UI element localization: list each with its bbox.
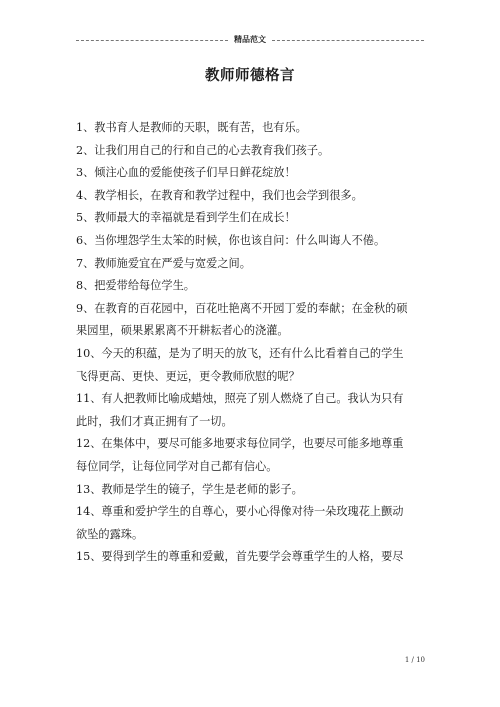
document-body xyxy=(76,117,426,569)
list-item: 3、倾注心血的爱能使孩子们早日鲜花绽放！ xyxy=(76,166,296,180)
header-divider-left xyxy=(76,40,228,41)
list-item: 10、今天的积蕴，是为了明天的放飞，还有什么比看着自己的学生 飞得更高、更快、更远，更令教师欣慰的呢？ xyxy=(76,346,404,383)
list-item: 13、教师是学生的镜子，学生是老师的影子。 xyxy=(76,482,303,496)
page-number: 1 / 10 xyxy=(404,656,425,664)
document-title: 教师师德格言 xyxy=(205,68,295,84)
list-item: 2、让我们用自己的行和自己的心去教育我们孩子。 xyxy=(76,143,330,157)
list-item: 9、在教育的百花园中，百花吐艳离不开园丁爱的奉献；在金秋的硕 果园里，硕果累累离不开耕耘者心的浇灌。 xyxy=(76,301,408,338)
list-item: 12、在集体中，要尽可能多地要求每位同学，也要尽可能多地尊重 每位同学，让每位同学对自己都有信心。 xyxy=(76,437,404,473)
list-item: 4、教学相长，在教育和教学过程中，我们也会学到很多。 xyxy=(76,188,363,202)
list-item: 14、尊重和爱护学生的自尊心，要小心得像对待一朵玫瑰花上颤动 欲坠的露珠。 xyxy=(76,505,404,541)
list-item: 15、要得到学生的尊重和爱戴，首先要学会尊重学生的人格，要尽 xyxy=(76,550,404,564)
header-label: 精品范文 xyxy=(234,35,266,44)
list-item: 5、教师最大的幸福就是看到学生们在成长！ xyxy=(76,211,296,225)
list-item: 6、当你埋怨学生太笨的时候，你也该自问：什么叫诲人不倦。 xyxy=(76,233,386,247)
header-divider-right xyxy=(272,40,424,41)
list-item: 1、教书育人是教师的天职，既有苦，也有乐。 xyxy=(76,121,307,134)
page-header xyxy=(76,34,424,46)
list-item: 7、教师施爱宜在严爱与宽爱之间。 xyxy=(76,256,251,270)
list-item: 8、把爱带给每位学生。 xyxy=(76,279,195,293)
list-item: 11、有人把教师比喻成蜡烛，照亮了别人燃烧了自己。我认为只有 此时，我们才真正拥有了一切。 xyxy=(76,392,404,428)
